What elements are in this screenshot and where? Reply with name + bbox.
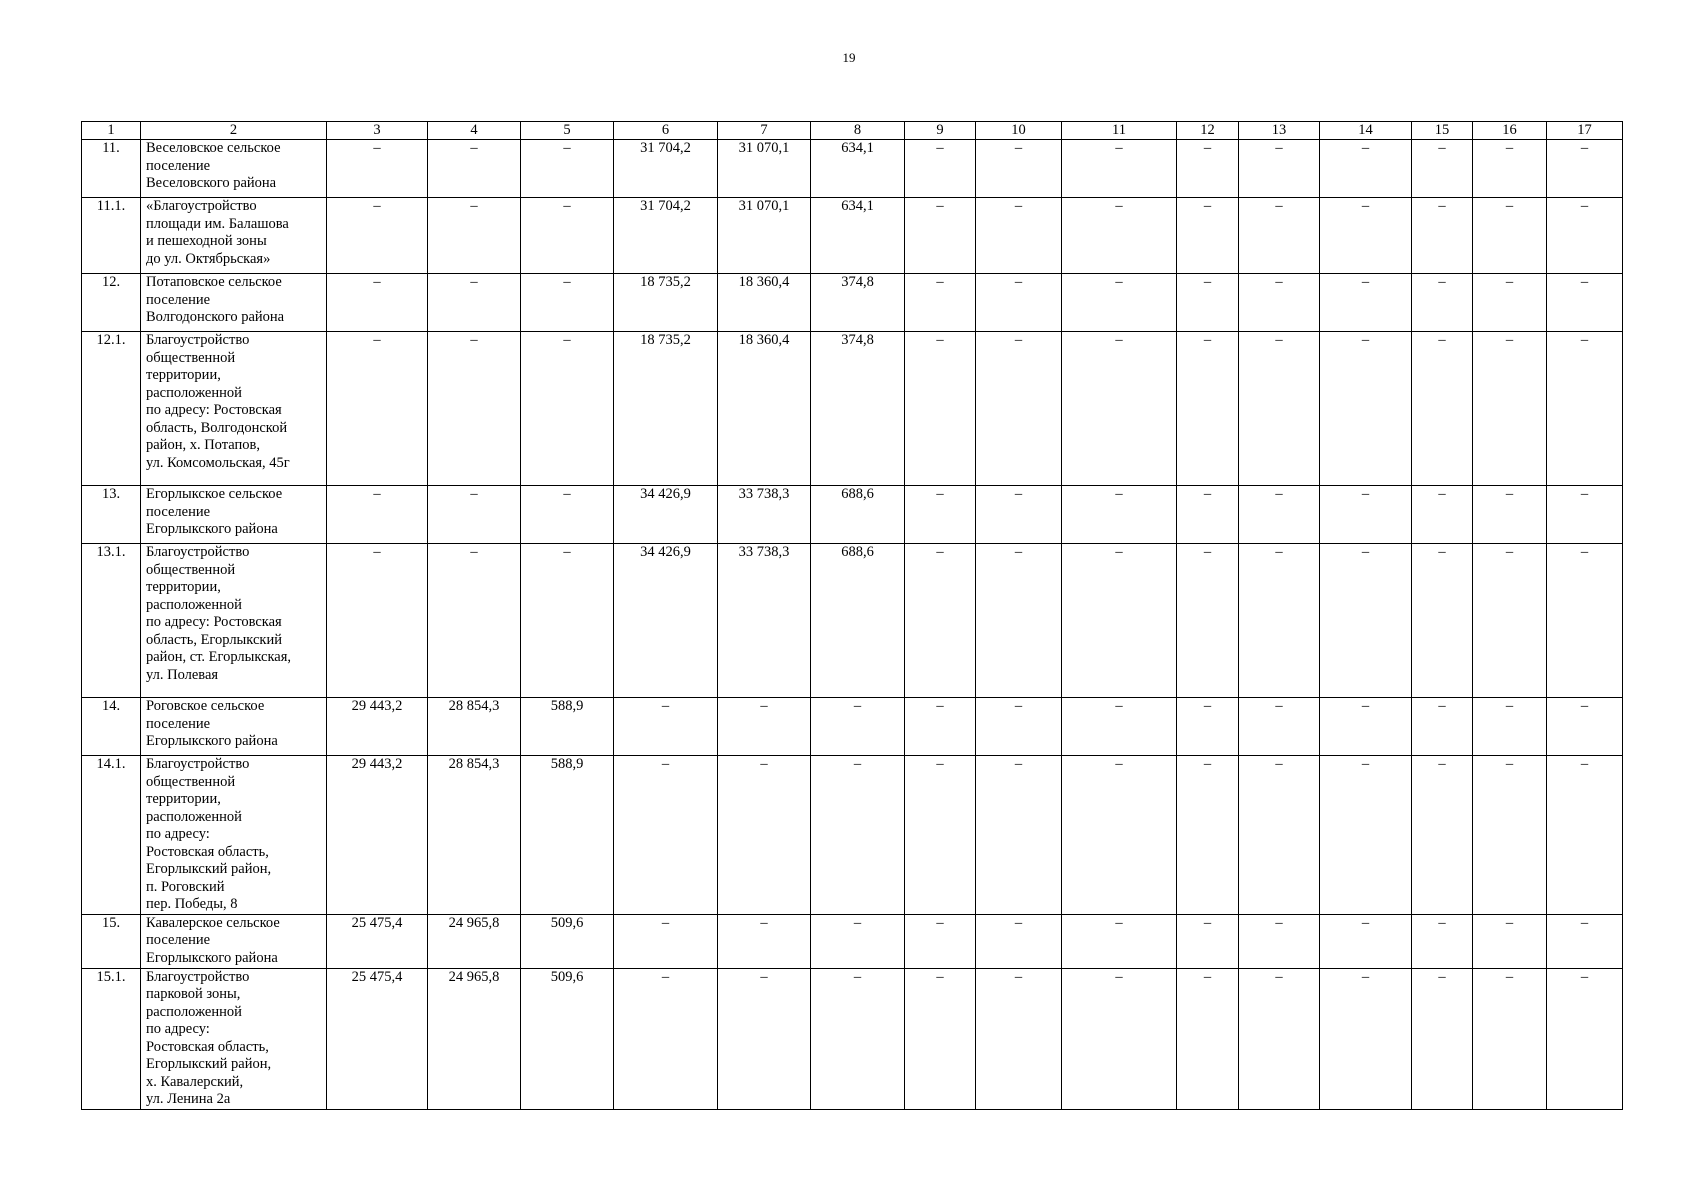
- row-name: [141, 486, 327, 544]
- column-header-11: 11: [1062, 122, 1177, 140]
- cell-col-13: –: [1239, 332, 1320, 486]
- cell-col-5: –: [521, 140, 614, 198]
- table-row: [82, 698, 1623, 756]
- cell-col-14: –: [1320, 198, 1412, 274]
- cell-col-6: –: [614, 968, 718, 1109]
- row-name-line: Волгодонского района: [146, 309, 285, 325]
- row-name-line: расположенной: [146, 596, 242, 613]
- cell-col-11: –: [1062, 140, 1177, 198]
- cell-col-7: –: [718, 756, 811, 915]
- cell-col-5: –: [521, 274, 614, 332]
- cell-col-10: –: [976, 756, 1062, 915]
- cell-col-5: –: [521, 544, 614, 698]
- cell-col-16: –: [1473, 140, 1547, 198]
- row-name-line: общественной: [146, 561, 236, 578]
- row-name-line: Благоустройство: [146, 544, 250, 560]
- cell-col-3: 25 475,4: [327, 914, 428, 968]
- cell-col-14: –: [1320, 756, 1412, 915]
- cell-col-15: –: [1412, 698, 1473, 756]
- column-header-3: 3: [327, 122, 428, 140]
- cell-col-16: –: [1473, 756, 1547, 915]
- cell-col-12: –: [1177, 698, 1239, 756]
- cell-col-9: –: [905, 140, 976, 198]
- cell-col-8: 374,8: [811, 274, 905, 332]
- cell-col-15: –: [1412, 756, 1473, 915]
- cell-col-12: –: [1177, 544, 1239, 698]
- page-number: 19: [842, 50, 856, 65]
- cell-col-16: –: [1473, 332, 1547, 486]
- column-header-7: 7: [718, 122, 811, 140]
- row-name: [141, 332, 327, 486]
- table-row: [82, 968, 1623, 1109]
- cell-col-9: –: [905, 486, 976, 544]
- cell-col-14: –: [1320, 914, 1412, 968]
- table-row: [82, 544, 1623, 698]
- cell-col-3: –: [327, 274, 428, 332]
- cell-col-11: –: [1062, 914, 1177, 968]
- cell-col-12: –: [1177, 274, 1239, 332]
- cell-col-16: –: [1473, 198, 1547, 274]
- cell-col-7: –: [718, 698, 811, 756]
- row-name-line: Егорлыкский район,: [146, 1056, 272, 1072]
- row-number: 12.: [82, 274, 141, 332]
- row-name-line: п. Роговский: [146, 878, 225, 895]
- cell-col-3: 29 443,2: [327, 756, 428, 915]
- cell-col-13: –: [1239, 198, 1320, 274]
- row-name-line: «Благоустройство: [146, 198, 257, 214]
- cell-col-15: –: [1412, 968, 1473, 1109]
- cell-col-12: –: [1177, 140, 1239, 198]
- cell-col-9: –: [905, 274, 976, 332]
- row-name-line: Роговское сельское: [146, 698, 265, 714]
- cell-col-17: –: [1547, 274, 1623, 332]
- row-name-line: поселение: [146, 503, 211, 520]
- table-body: [82, 140, 1623, 1110]
- row-number: 15.: [82, 914, 141, 968]
- row-number: 14.: [82, 698, 141, 756]
- cell-col-3: –: [327, 198, 428, 274]
- cell-col-17: –: [1547, 698, 1623, 756]
- row-name-line: парковой зоны,: [146, 986, 241, 1002]
- cell-col-10: –: [976, 968, 1062, 1109]
- row-name-line: Потаповское сельское: [146, 274, 282, 290]
- cell-col-9: –: [905, 332, 976, 486]
- cell-col-9: –: [905, 544, 976, 698]
- cell-col-15: –: [1412, 198, 1473, 274]
- row-name-line: ул. Полевая: [146, 666, 219, 683]
- cell-col-17: –: [1547, 140, 1623, 198]
- cell-col-11: –: [1062, 198, 1177, 274]
- cell-col-4: 28 854,3: [428, 756, 521, 915]
- column-header-12: 12: [1177, 122, 1239, 140]
- row-name-line: Егорлыкского района: [146, 949, 278, 966]
- cell-col-8: –: [811, 756, 905, 915]
- cell-col-11: –: [1062, 968, 1177, 1109]
- row-name-line: территории,: [146, 791, 221, 807]
- cell-col-14: –: [1320, 140, 1412, 198]
- cell-col-13: –: [1239, 140, 1320, 198]
- cell-col-8: 634,1: [811, 140, 905, 198]
- row-name-line: до ул. Октябрьская»: [146, 250, 271, 267]
- table-row: [82, 140, 1623, 198]
- row-name-line: Веселовское сельское: [146, 140, 281, 156]
- row-number: 14.1.: [82, 756, 141, 915]
- row-number: 12.1.: [82, 332, 141, 486]
- column-header-5: 5: [521, 122, 614, 140]
- column-header-17: 17: [1547, 122, 1623, 140]
- row-name-line: Егорлыкского района: [146, 521, 278, 537]
- cell-col-15: –: [1412, 486, 1473, 544]
- row-name-line: поселение: [146, 291, 211, 308]
- row-number: 13.: [82, 486, 141, 544]
- cell-col-13: –: [1239, 968, 1320, 1109]
- cell-col-10: –: [976, 332, 1062, 486]
- row-name-line: расположенной: [146, 808, 242, 825]
- cell-col-17: –: [1547, 756, 1623, 915]
- cell-col-13: –: [1239, 544, 1320, 698]
- cell-col-16: –: [1473, 968, 1547, 1109]
- table-row: [82, 486, 1623, 544]
- cell-col-5: –: [521, 486, 614, 544]
- cell-col-17: –: [1547, 198, 1623, 274]
- cell-col-4: –: [428, 332, 521, 486]
- column-header-1: 1: [82, 122, 141, 140]
- table-row: [82, 198, 1623, 274]
- row-name-line: Егорлыкского района: [146, 733, 278, 749]
- cell-col-3: 25 475,4: [327, 968, 428, 1109]
- cell-col-7: 31 070,1: [718, 140, 811, 198]
- row-name-line: общественной: [146, 773, 236, 790]
- cell-col-16: –: [1473, 544, 1547, 698]
- cell-col-12: –: [1177, 332, 1239, 486]
- row-name-line: район, х. Потапов,: [146, 437, 260, 453]
- row-name: [141, 968, 327, 1109]
- row-name: [141, 198, 327, 274]
- cell-col-17: –: [1547, 544, 1623, 698]
- cell-col-4: –: [428, 274, 521, 332]
- cell-col-8: 688,6: [811, 544, 905, 698]
- table-row: [82, 274, 1623, 332]
- row-name-line: поселение: [146, 932, 211, 948]
- cell-col-6: –: [614, 756, 718, 915]
- table-row: [82, 332, 1623, 486]
- cell-col-14: –: [1320, 486, 1412, 544]
- cell-col-6: 18 735,2: [614, 274, 718, 332]
- cell-col-17: –: [1547, 914, 1623, 968]
- table-row: [82, 914, 1623, 968]
- cell-col-14: –: [1320, 544, 1412, 698]
- row-number: 15.1.: [82, 968, 141, 1109]
- row-name: [141, 274, 327, 332]
- cell-col-10: –: [976, 698, 1062, 756]
- cell-col-11: –: [1062, 544, 1177, 698]
- cell-col-14: –: [1320, 698, 1412, 756]
- cell-col-4: –: [428, 544, 521, 698]
- row-name-line: по адресу: Ростовская: [146, 402, 282, 418]
- cell-col-15: –: [1412, 544, 1473, 698]
- row-name-line: Егорлыкское сельское: [146, 486, 283, 502]
- row-number: 11.: [82, 140, 141, 198]
- cell-col-12: –: [1177, 486, 1239, 544]
- cell-col-6: 34 426,9: [614, 486, 718, 544]
- cell-col-6: –: [614, 914, 718, 968]
- cell-col-4: 28 854,3: [428, 698, 521, 756]
- row-name-line: ул. Комсомольская, 45г: [146, 454, 290, 471]
- cell-col-10: –: [976, 198, 1062, 274]
- cell-col-7: 33 738,3: [718, 544, 811, 698]
- row-name: [141, 544, 327, 698]
- header-row: [82, 122, 1623, 140]
- cell-col-8: –: [811, 698, 905, 756]
- row-name: [141, 756, 327, 915]
- cell-col-10: –: [976, 274, 1062, 332]
- cell-col-8: 374,8: [811, 332, 905, 486]
- cell-col-7: –: [718, 914, 811, 968]
- cell-col-12: –: [1177, 914, 1239, 968]
- cell-col-9: –: [905, 198, 976, 274]
- cell-col-8: 688,6: [811, 486, 905, 544]
- cell-col-13: –: [1239, 756, 1320, 915]
- cell-col-6: 31 704,2: [614, 198, 718, 274]
- row-name-line: Благоустройство: [146, 756, 250, 772]
- row-name-line: по адресу:: [146, 1021, 210, 1037]
- cell-col-16: –: [1473, 698, 1547, 756]
- cell-col-17: –: [1547, 332, 1623, 486]
- cell-col-10: –: [976, 486, 1062, 544]
- cell-col-5: –: [521, 332, 614, 486]
- row-name-line: по адресу: Ростовская: [146, 614, 282, 630]
- row-name-line: расположенной: [146, 1003, 242, 1020]
- table-row: [82, 756, 1623, 915]
- column-header-15: 15: [1412, 122, 1473, 140]
- budget-table: [81, 121, 1623, 1110]
- row-name-line: общественной: [146, 349, 236, 366]
- cell-col-15: –: [1412, 140, 1473, 198]
- row-name-line: район, ст. Егорлыкская,: [146, 649, 292, 665]
- row-name-line: Благоустройство: [146, 332, 250, 348]
- cell-col-3: –: [327, 332, 428, 486]
- row-name-line: и пешеходной зоны: [146, 233, 267, 249]
- cell-col-3: –: [327, 140, 428, 198]
- cell-col-15: –: [1412, 914, 1473, 968]
- cell-col-10: –: [976, 914, 1062, 968]
- row-name-line: расположенной: [146, 384, 242, 401]
- cell-col-5: 509,6: [521, 968, 614, 1109]
- cell-col-15: –: [1412, 274, 1473, 332]
- cell-col-12: –: [1177, 198, 1239, 274]
- cell-col-14: –: [1320, 332, 1412, 486]
- row-name-line: поселение: [146, 715, 211, 732]
- row-name-line: Ростовская область,: [146, 843, 269, 860]
- row-name: [141, 914, 327, 968]
- row-number: 11.1.: [82, 198, 141, 274]
- row-name-line: Ростовская область,: [146, 1038, 269, 1055]
- cell-col-16: –: [1473, 274, 1547, 332]
- cell-col-7: –: [718, 968, 811, 1109]
- row-name-line: х. Кавалерский,: [146, 1073, 244, 1090]
- row-name-line: область, Егорлыкский: [146, 631, 282, 648]
- column-header-2: 2: [141, 122, 327, 140]
- row-name-line: ул. Ленина 2а: [146, 1091, 231, 1107]
- cell-col-5: 588,9: [521, 756, 614, 915]
- column-header-9: 9: [905, 122, 976, 140]
- cell-col-3: –: [327, 544, 428, 698]
- column-header-6: 6: [614, 122, 718, 140]
- cell-col-4: 24 965,8: [428, 914, 521, 968]
- row-number: 13.1.: [82, 544, 141, 698]
- cell-col-10: –: [976, 140, 1062, 198]
- cell-col-7: 18 360,4: [718, 274, 811, 332]
- column-header-13: 13: [1239, 122, 1320, 140]
- cell-col-13: –: [1239, 914, 1320, 968]
- column-header-16: 16: [1473, 122, 1547, 140]
- row-name-line: Веселовского района: [146, 175, 277, 191]
- cell-col-10: –: [976, 544, 1062, 698]
- column-header-4: 4: [428, 122, 521, 140]
- cell-col-5: –: [521, 198, 614, 274]
- row-name: [141, 698, 327, 756]
- table-header: [82, 122, 1623, 140]
- row-name-line: по адресу:: [146, 826, 210, 842]
- cell-col-13: –: [1239, 486, 1320, 544]
- cell-col-12: –: [1177, 968, 1239, 1109]
- row-name: [141, 140, 327, 198]
- cell-col-17: –: [1547, 968, 1623, 1109]
- cell-col-6: 31 704,2: [614, 140, 718, 198]
- cell-col-11: –: [1062, 756, 1177, 915]
- column-header-8: 8: [811, 122, 905, 140]
- cell-col-6: 34 426,9: [614, 544, 718, 698]
- cell-col-3: –: [327, 486, 428, 544]
- row-name-line: Кавалерское сельское: [146, 914, 280, 931]
- column-header-10: 10: [976, 122, 1062, 140]
- cell-col-8: –: [811, 914, 905, 968]
- cell-col-7: 18 360,4: [718, 332, 811, 486]
- cell-col-7: 31 070,1: [718, 198, 811, 274]
- cell-col-4: 24 965,8: [428, 968, 521, 1109]
- row-name-line: пер. Победы, 8: [146, 896, 238, 912]
- cell-col-5: 588,9: [521, 698, 614, 756]
- cell-col-7: 33 738,3: [718, 486, 811, 544]
- cell-col-14: –: [1320, 274, 1412, 332]
- row-name-line: Благоустройство: [146, 968, 250, 985]
- row-name-line: территории,: [146, 579, 221, 595]
- cell-col-9: –: [905, 968, 976, 1109]
- cell-col-11: –: [1062, 332, 1177, 486]
- cell-col-4: –: [428, 198, 521, 274]
- cell-col-4: –: [428, 140, 521, 198]
- cell-col-11: –: [1062, 274, 1177, 332]
- cell-col-6: 18 735,2: [614, 332, 718, 486]
- cell-col-8: 634,1: [811, 198, 905, 274]
- row-name-line: область, Волгодонской: [146, 419, 288, 436]
- column-header-14: 14: [1320, 122, 1412, 140]
- cell-col-9: –: [905, 756, 976, 915]
- cell-col-13: –: [1239, 274, 1320, 332]
- row-name-line: поселение: [146, 157, 211, 174]
- row-name-line: территории,: [146, 367, 221, 383]
- cell-col-4: –: [428, 486, 521, 544]
- cell-col-8: –: [811, 968, 905, 1109]
- cell-col-11: –: [1062, 486, 1177, 544]
- cell-col-9: –: [905, 914, 976, 968]
- cell-col-11: –: [1062, 698, 1177, 756]
- cell-col-3: 29 443,2: [327, 698, 428, 756]
- cell-col-6: –: [614, 698, 718, 756]
- cell-col-16: –: [1473, 486, 1547, 544]
- row-name-line: площади им. Балашова: [146, 215, 289, 232]
- cell-col-5: 509,6: [521, 914, 614, 968]
- cell-col-15: –: [1412, 332, 1473, 486]
- cell-col-12: –: [1177, 756, 1239, 915]
- cell-col-16: –: [1473, 914, 1547, 968]
- cell-col-14: –: [1320, 968, 1412, 1109]
- cell-col-9: –: [905, 698, 976, 756]
- row-name-line: Егорлыкский район,: [146, 861, 272, 877]
- cell-col-17: –: [1547, 486, 1623, 544]
- cell-col-13: –: [1239, 698, 1320, 756]
